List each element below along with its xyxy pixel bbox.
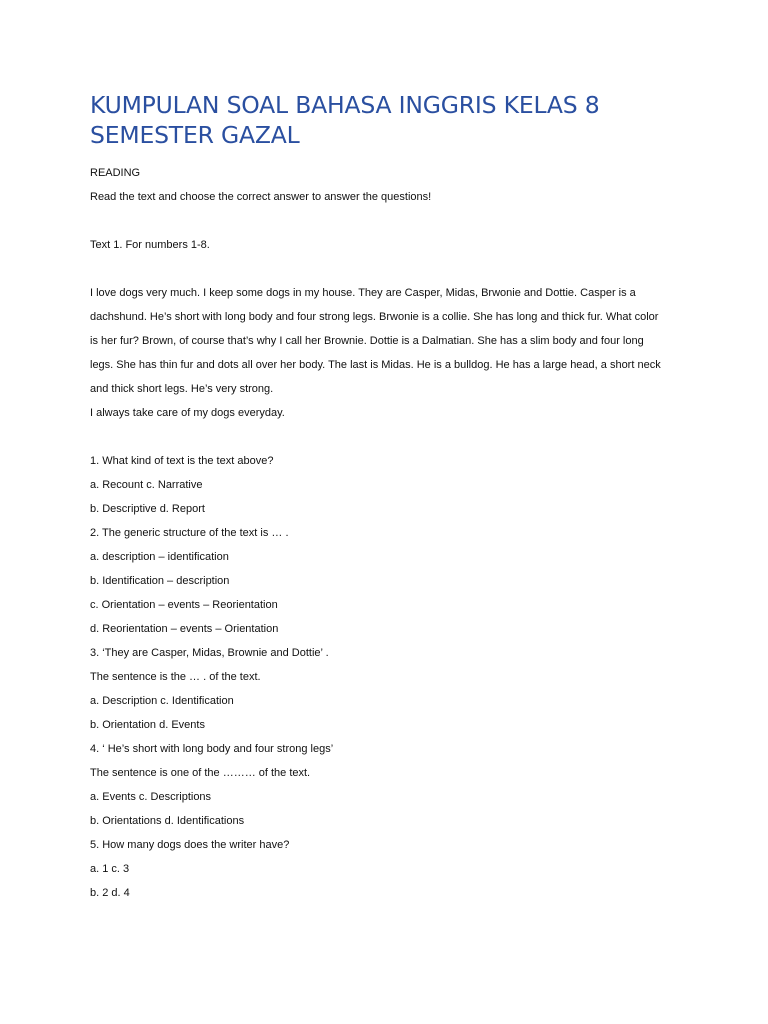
question-list bbox=[90, 449, 690, 905]
question-1-options-bd: b. Descriptive d. Report bbox=[90, 503, 205, 515]
reading-passage bbox=[90, 281, 690, 425]
question-2-option-d: d. Reorientation – events – Orientation bbox=[90, 623, 279, 635]
passage-line: dachshund. He’s short with long body and four strong legs. Brwonie is a collie. She has long and thick fur. What color bbox=[90, 311, 659, 323]
passage-line: I always take care of my dogs everyday. bbox=[90, 407, 285, 419]
spacer bbox=[90, 209, 690, 233]
question-3-options-ac: a. Description c. Identification bbox=[90, 695, 234, 707]
question-4-options-bd: b. Orientations d. Identifications bbox=[90, 815, 245, 827]
instruction-text: Read the text and choose the correct answer to answer the questions! bbox=[90, 191, 432, 203]
question-4-prompt: The sentence is one of the ……… of the text. bbox=[90, 767, 311, 779]
document-title bbox=[90, 90, 690, 150]
question-2-option-c: c. Orientation – events – Reorientation bbox=[90, 599, 278, 611]
spacer bbox=[90, 425, 690, 449]
passage-line: and thick short legs. He’s very strong. bbox=[90, 383, 274, 395]
question-2-option-a: a. description – identification bbox=[90, 551, 229, 563]
question-5: 5. How many dogs does the writer have? bbox=[90, 839, 290, 851]
question-2-option-b: b. Identification – description bbox=[90, 575, 230, 587]
passage-line: I love dogs very much. I keep some dogs in my house. They are Casper, Midas, Brwonie and Dottie. Casper is a bbox=[90, 287, 636, 299]
question-3-prompt: The sentence is the … . of the text. bbox=[90, 671, 261, 683]
question-2: 2. The generic structure of the text is … . bbox=[90, 527, 289, 539]
spacer bbox=[90, 257, 690, 281]
section-heading: READING bbox=[90, 167, 141, 179]
document-page bbox=[90, 90, 690, 905]
question-5-options-ac: a. 1 c. 3 bbox=[90, 863, 130, 875]
title-line-2: SEMESTER GAZAL bbox=[90, 121, 300, 149]
question-3-options-bd: b. Orientation d. Events bbox=[90, 719, 205, 731]
question-4: 4. ‘ He’s short with long body and four strong legs’ bbox=[90, 743, 334, 755]
question-3: 3. ‘They are Casper, Midas, Brownie and Dottie’ . bbox=[90, 647, 329, 659]
text-label: Text 1. For numbers 1-8. bbox=[90, 239, 210, 251]
question-1: 1. What kind of text is the text above? bbox=[90, 455, 274, 467]
passage-line: is her fur? Brown, of course that’s why I call her Brownie. Dottie is a Dalmatian. She has a slim body and four long bbox=[90, 335, 644, 347]
passage-line: legs. She has thin fur and dots all over her body. The last is Midas. He is a bulldog. He has a large head, a short neck bbox=[90, 359, 661, 371]
question-5-options-bd: b. 2 d. 4 bbox=[90, 887, 130, 899]
title-line-1: KUMPULAN SOAL BAHASA INGGRIS KELAS 8 bbox=[90, 91, 600, 119]
question-4-options-ac: a. Events c. Descriptions bbox=[90, 791, 212, 803]
question-1-options-ac: a. Recount c. Narrative bbox=[90, 479, 203, 491]
